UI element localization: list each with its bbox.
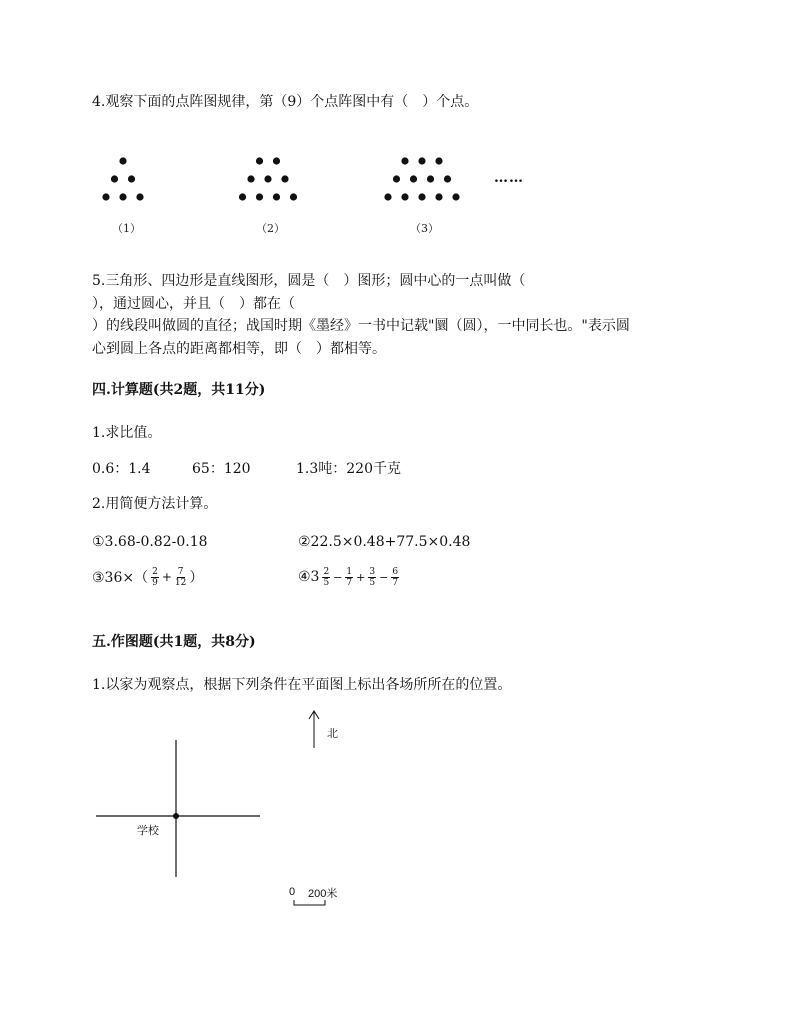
expr-3: ③36×（ $\frac{2}{9}$ + $\frac{7}{12}$ ） bbox=[92, 566, 204, 588]
scale-zero: 0 bbox=[289, 886, 296, 898]
expr-3-fraction-1: $\frac{2}{9}$ bbox=[152, 566, 158, 588]
dot-figure-label-1: （1） bbox=[112, 222, 141, 235]
drawing-q1-text: 1.以家为观察点，根据下列条件在平面图上标出各场所所在的位置。 bbox=[92, 677, 512, 693]
expr-4: ④3 $\frac{2}{5}$ − $\frac{1}{7}$ + $\frac{3}{5}$ − $\frac{6}{7}$ bbox=[298, 566, 399, 588]
q5-line3: ）的线段叫做圆的直径；战国时期《墨经》一书中记载"圜（圆），一中同长也。"表示圆 bbox=[92, 318, 630, 334]
ratio-2: 65：120 bbox=[192, 461, 251, 477]
expr-2: ②22.5×0.48+77.5×0.48 bbox=[298, 534, 471, 550]
expr-1: ①3.68-0.82-0.18 bbox=[92, 534, 208, 550]
calc-q1-title: 1.求比值。 bbox=[92, 425, 162, 441]
expr-3-suffix: ） bbox=[189, 570, 204, 586]
expr-3-fraction-2: $\frac{7}{12}$ bbox=[174, 566, 187, 588]
section4-title: 四.计算题(共2题，共11分) bbox=[92, 382, 266, 398]
scale-label: 200米 bbox=[308, 888, 338, 900]
q4-text: 4.观察下面的点阵图规律，第（9）个点阵图中有（ ）个点。 bbox=[92, 94, 479, 110]
q5-line2: ），通过圆心，并且（ ）都在（ bbox=[92, 296, 295, 312]
ratio-3: 1.3吨：220千克 bbox=[296, 461, 401, 477]
north-label: 北 bbox=[327, 728, 338, 740]
section5-title: 五.作图题(共1题，共8分) bbox=[92, 634, 256, 650]
dot-figure-label-2: （2） bbox=[256, 222, 285, 235]
expr-4-prefix: ④3 bbox=[298, 569, 320, 585]
dot-figure-label-3: （3） bbox=[410, 222, 439, 235]
ratio-1: 0.6：1.4 bbox=[92, 461, 151, 477]
calc-q2-title: 2.用简便方法计算。 bbox=[92, 496, 218, 512]
ellipsis: …… bbox=[494, 170, 524, 186]
q5-line4: 心到圆上各点的距离都相等，即（ ）都相等。 bbox=[92, 341, 386, 357]
expr-3-prefix: ③36×（ bbox=[92, 570, 149, 586]
school-label: 学校 bbox=[137, 825, 159, 837]
q5-line1: 5.三角形、四边形是直线图形，圆是（ ）图形；圆中心的一点叫做（ bbox=[92, 273, 526, 289]
